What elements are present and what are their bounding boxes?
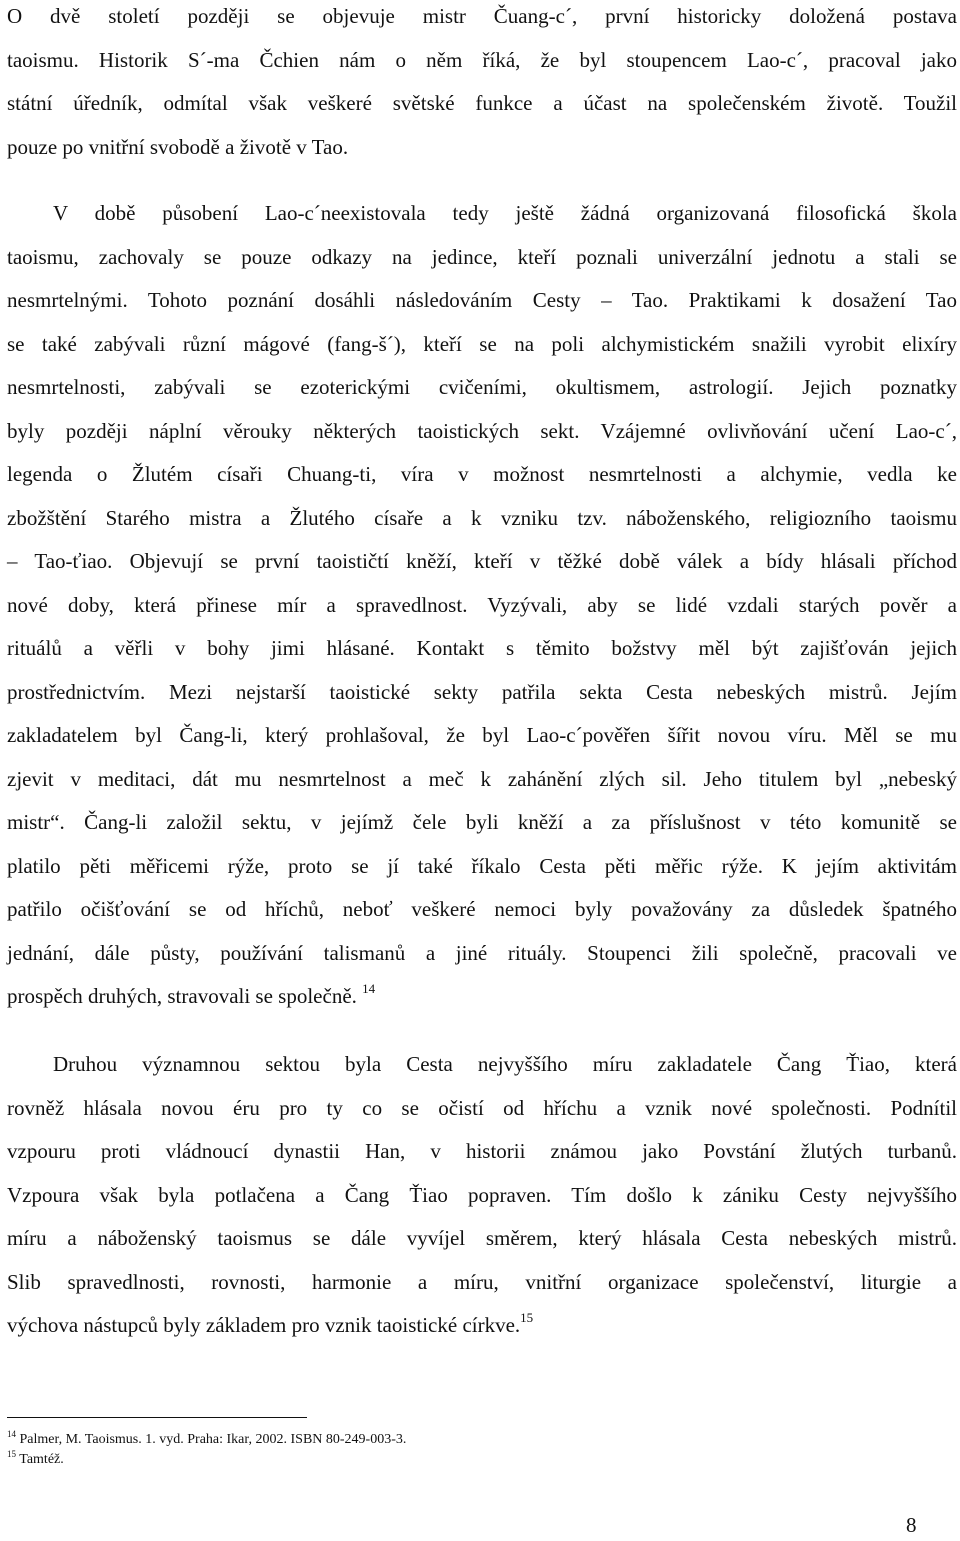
text-line-content: výchova nástupců byly základem pro vznik taoistické církve. <box>7 1313 521 1337</box>
paragraph-2 <box>7 192 957 1019</box>
footnotes <box>7 1430 406 1470</box>
footnote-number: 14 <box>7 1429 16 1439</box>
text-line: Vzpoura však byla potlačena a Čang Ťiao popraven. Tím došlo k zániku Cesty nejvyššího <box>7 1182 957 1207</box>
text-line: jednání, dále půsty, používání talismanů a jiné rituály. Stoupenci žili společně, pracovali ve <box>7 940 957 965</box>
text-line: mistr“. Čang-li založil sektu, v jejímž čele byli kněží a za příslušnost v této komunitě se <box>7 810 957 834</box>
paragraph-1 <box>7 0 957 169</box>
text-line: zakladatelem byl Čang-li, který prohlašoval, že byl Lao-c´pověřen šířit novou víru. Měl se mu <box>7 723 957 747</box>
text-line: zjevit v meditaci, dát mu nesmrtelnost a meč k zahánění zlých sil. Jeho titulem byl „nebeský <box>7 766 957 791</box>
text-line <box>7 1304 957 1348</box>
footnote-item <box>7 1430 406 1450</box>
text-line: O dvě století později se objevuje mistr Čuang-c´, první historicky doložená postava <box>7 4 957 28</box>
text-line: patřilo očišťování se od hříchů, neboť veškeré nemoci byly považovány za důsledek špatného <box>7 897 957 921</box>
text-line: nesmrtelnými. Tohoto poznání dosáhli následováním Cesty – Tao. Praktikami k dosažení Tao <box>7 288 957 312</box>
text-line: V době působení Lao-c´neexistovala tedy ještě žádná organizovaná filosofická škola <box>53 201 957 225</box>
text-line: taoismu, zachovaly se pouze odkazy na jedince, kteří poznali univerzální jednotu a stali se <box>7 244 957 269</box>
text-line: taoismu. Historik S´-ma Čchien nám o něm říká, že byl stoupencem Lao-c´, pracoval jako <box>7 47 957 72</box>
paragraph-3 <box>7 1043 957 1348</box>
text-line: pouze po vnitřní svobodě a životě v Tao. <box>7 134 349 159</box>
page-number: 8 <box>906 1513 917 1537</box>
text-line: rovněž hlásala novou éru pro ty co se očistí od hříchu a vznik nové společnosti. Podnítil <box>7 1095 957 1120</box>
text-line: byly později náplní věrouky některých taoistických sekt. Vzájemné ovlivňování učení Lao-c´, <box>7 418 957 443</box>
text-line <box>7 975 957 1019</box>
text-line: Druhou významnou sektou byla Cesta nejvyššího míru zakladatele Čang Ťiao, která <box>53 1052 957 1076</box>
text-line: nesmrtelnosti, zabývali se ezoterickými cvičeními, okultismem, astrologií. Jejich poznatky <box>7 375 957 399</box>
text-line: platilo pěti měřicemi rýže, proto se jí také říkalo Cesta pěti měřic rýže. K jejím aktivitám <box>7 853 957 878</box>
footnote-reference[interactable]: 15 <box>520 1310 534 1325</box>
text-line-content: prospěch druhých, stravovali se společně. <box>7 984 357 1008</box>
footnote-text: Palmer, M. Taoismus. 1. vyd. Praha: Ikar, 2002. ISBN 80-249-003-3. <box>19 1432 407 1447</box>
text-line: nové doby, která přinese mír a spravedlnost. Vyzývali, aby se lidé vzdali starých pověr a <box>7 592 957 617</box>
footnote-separator <box>7 1417 307 1418</box>
footnote-text: Tamtéž. <box>19 1452 64 1467</box>
text-line: míru a náboženský taoismus se dále vyvíjel směrem, který hlásala Cesta nebeských mistrů. <box>7 1226 957 1250</box>
text-line: Slib spravedlnosti, rovnosti, harmonie a míru, vnitřní organizace společenství, liturgie a <box>7 1269 957 1294</box>
footnote-item <box>7 1450 406 1470</box>
footnote-reference[interactable]: 14 <box>362 981 376 996</box>
text-line: vzpouru proti vládnoucí dynastii Han, v historii známou jako Povstání žlutých turbanů. <box>7 1139 957 1163</box>
text-line: se také zabývali různí mágové (fang-š´), kteří se na poli alchymistickém snažili vyrobit elixíry <box>7 331 957 356</box>
text-line: rituálů a věřli v bohy jimi hlásané. Kontakt s těmito božstvy měl být zajišťován jejich <box>7 636 957 660</box>
footnote-number: 15 <box>7 1449 16 1459</box>
text-line: prostřednictvím. Mezi nejstarší taoistické sekty patřila sekta Cesta nebeských mistrů. Jejím <box>7 679 957 704</box>
text-line: zbožštění Starého mistra a Žlutého císaře a k vzniku tzv. náboženského, religiozního taoismu <box>7 505 957 530</box>
text-line: státní úředník, odmítal však veškeré světské funkce a účast na společenském životě. Toužil <box>7 91 957 115</box>
text-line: legenda o Žlutém císaři Chuang-ti, víra v možnost nesmrtelnosti a alchymie, vedla ke <box>7 462 957 486</box>
text-line: – Tao-ťiao. Objevují se první taoističtí kněží, kteří v těžké době válek a bídy hlásali příchod <box>7 549 957 573</box>
